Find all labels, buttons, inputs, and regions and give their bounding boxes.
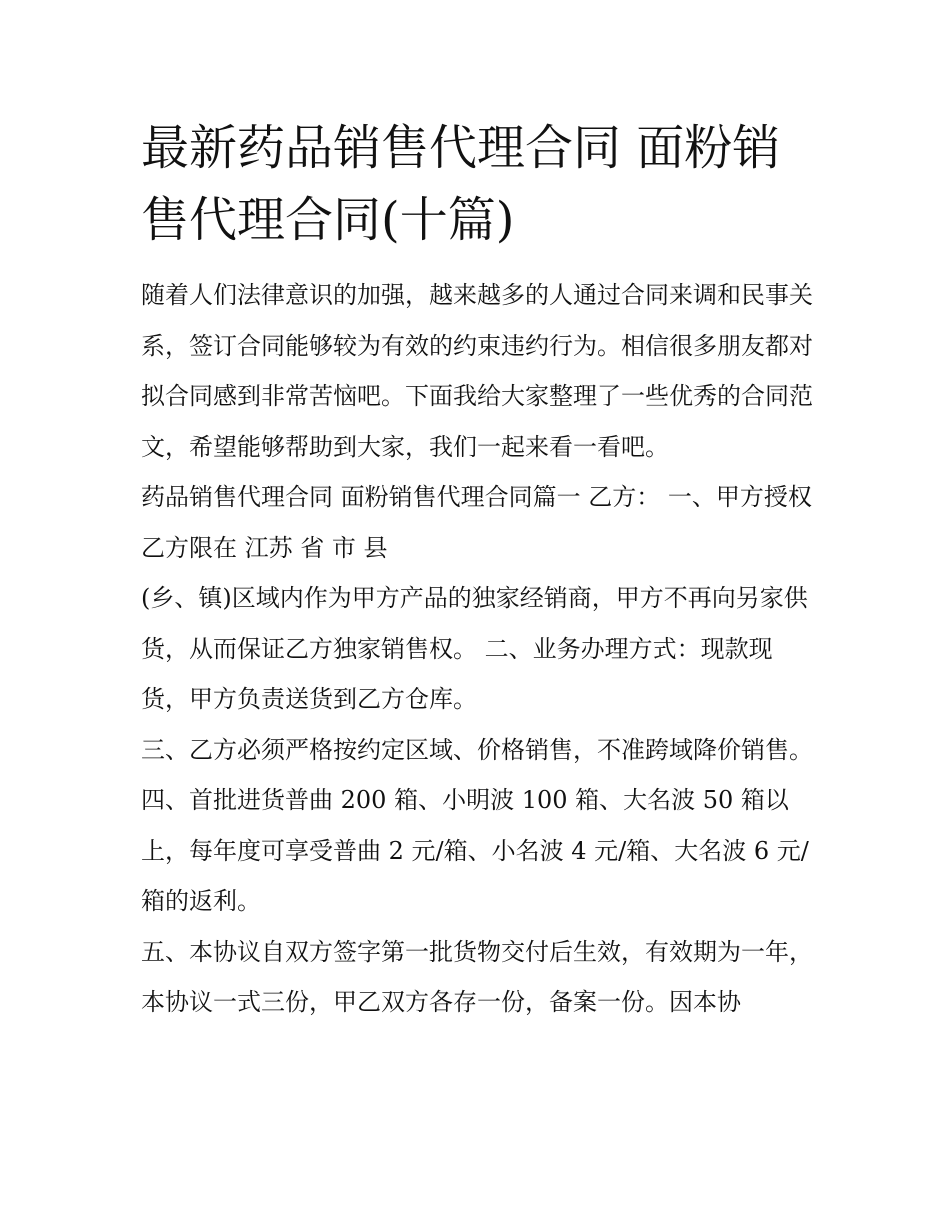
paragraph-clause-1-2: (乡、镇)区域内作为甲方产品的独家经销商，甲方不再向另家供货，从而保证乙方独家销售权。 二、业务办理方式：现款现货，甲方负责送货到乙方仓库。	[141, 584, 808, 713]
document-body	[141, 270, 813, 1028]
paragraph-intro: 随着人们法律意识的加强，越来越多的人通过合同来调和民事关系，签订合同能够较为有效的约束违约行为。相信很多朋友都对拟合同感到非常苦恼吧。下面我给大家整理了一些优秀的合同范文，希望能够帮助到大家，我们一起来看一看吧。	[141, 281, 813, 461]
paragraph-clause-5: 五、本协议自双方签字第一批货物交付后生效，有效期为一年，本协议一式三份，甲乙双方各存一份，备案一份。因本协	[141, 937, 813, 1016]
paragraph-clause-3: 三、乙方必须严格按约定区域、价格销售，不准跨域降价销售。	[141, 735, 813, 764]
document-title: 最新药品销售代理合同 面粉销售代理合同(十篇)	[141, 120, 781, 248]
paragraph-heading-clause-1: 药品销售代理合同 面粉销售代理合同篇一 乙方： 一、甲方授权乙方限在 江苏 省 市 县	[141, 483, 812, 562]
document-page	[141, 112, 813, 1028]
paragraph-clause-4: 四、首批进货普曲 200 箱、小明波 100 箱、大名波 50 箱以上，每年度可享受普曲 2 元/箱、小名波 4 元/箱、大名波 6 元/箱的返利。	[141, 786, 809, 915]
